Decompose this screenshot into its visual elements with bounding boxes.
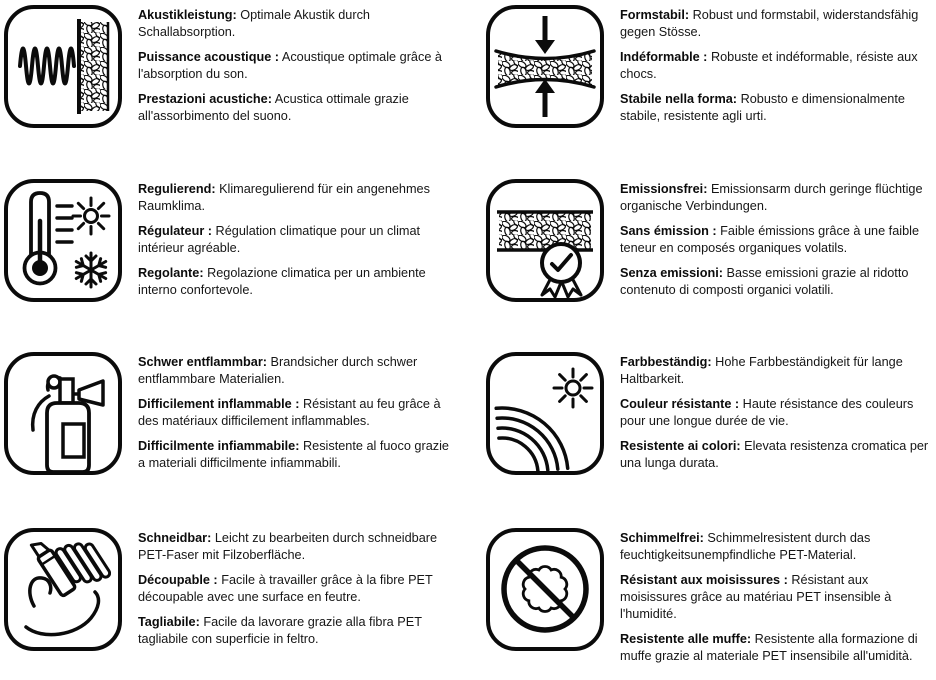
feature-card-climate: [0, 174, 468, 347]
snowflake-icon: [74, 253, 108, 287]
paragraph-de: Schneidbar: Leicht zu bearbeiten durch schneidbare PET-Faser mit Filzoberfläche.: [138, 531, 438, 562]
paragraph-fr: Couleur résistante : Haute résistance des couleurs pour une longue durée de vie.: [620, 397, 914, 428]
paragraph-de: Farbbeständig: Hohe Farbbeständigkeit für lange Haltbarkeit.: [620, 355, 903, 386]
paragraph-de: Regulierend: Klimaregulierend für ein angenehmes Raumklima.: [138, 182, 430, 213]
feature-text: [138, 7, 450, 133]
paragraph-it: Regolante: Regolazione climatica per un ambiente interno confortevole.: [138, 266, 426, 297]
paragraph-de: Emissionsfrei: Emissionsarm durch geringe flüchtige organische Verbindungen.: [620, 182, 923, 213]
feature-card-low-emission: [468, 174, 936, 347]
feature-text: [620, 354, 932, 480]
sun-icon: [73, 198, 109, 234]
paragraph-fr: Résistant aux moisissures : Résistant aux moisissures grâce au matériau PET insensible à l'humidité.: [620, 573, 892, 621]
palm: [26, 592, 98, 635]
fire-extinguisher-icon: [4, 352, 122, 475]
compression-arrows-icon: [486, 5, 604, 128]
paragraph-it: Stabile nella forma: Robusto e dimensionalmente stabile, resistente agli urti.: [620, 92, 905, 123]
feature-card-acoustic: [0, 0, 468, 174]
paragraph-it: Prestazioni acustiche: Acustica ottimale grazie all'assorbimento del suono.: [138, 92, 409, 123]
sound-absorption-icon: [4, 5, 122, 128]
thermometer-climate-icon: [4, 179, 122, 302]
paragraph-fr: Régulateur : Régulation climatique pour un climat intérieur agréable.: [138, 224, 421, 255]
paragraph-it: Resistente alle muffe: Resistente alla formazione di muffe grazie al materiale PET insensibile all'umidità.: [620, 632, 918, 663]
paragraph-fr: Difficilement inflammable : Résistant au feu grâce à des matériaux difficilement inflammables.: [138, 397, 441, 428]
paragraph-de: Formstabil: Robust und formstabil, widerstandsfähig gegen Stösse.: [620, 8, 919, 39]
paragraph-it: Senza emissioni: Basse emissioni grazie al ridotto contenuto di composti organici volatili.: [620, 266, 909, 297]
feature-text: [138, 530, 450, 656]
rainbow-arcs: [496, 408, 568, 471]
no-mold-icon: [486, 528, 604, 651]
paragraph-de: Akustikleistung: Optimale Akustik durch Schallabsorption.: [138, 8, 370, 39]
paragraph-fr: Indéformable : Robuste et indéformable, résiste aux chocs.: [620, 50, 918, 81]
feature-card-form-stability: [468, 0, 936, 174]
feature-text: [620, 530, 932, 673]
paragraph-it: Tagliabile: Facile da lavorare grazie alla fibra PET tagliabile con superficie in feltro.: [138, 615, 422, 646]
feature-card-mold-free: [468, 523, 936, 680]
paragraph-de: Schimmelfrei: Schimmelresistent durch das feuchtigkeitsunempfindliche PET-Material.: [620, 531, 871, 562]
feature-text: [138, 181, 450, 307]
low-emission-certificate-icon: [486, 179, 604, 302]
paragraph-fr: Puissance acoustique : Acoustique optimale grâce à l'absorption du son.: [138, 50, 442, 81]
paragraph-it: Difficilmente infiammabile: Resistente al fuoco grazie a materiali difficilmente infiammabili.: [138, 439, 449, 470]
feature-card-flame-retardant: [0, 347, 468, 523]
paragraph-fr: Sans émission : Faible émissions grâce à une faible teneur en composés organiques volatils.: [620, 224, 920, 255]
paragraph-de: Schwer entflammbar: Brandsicher durch schwer entflammbare Materialien.: [138, 355, 418, 386]
thumb: [30, 578, 51, 606]
feature-card-cuttable: [0, 523, 468, 680]
colorfast-sun-icon: [486, 352, 604, 475]
paragraph-fr: Découpable : Facile à travailler grâce à la fibre PET découpable avec une surface en feutre.: [138, 573, 433, 604]
feature-text: [620, 181, 932, 307]
sun-icon: [554, 369, 592, 407]
feature-card-colorfast: [468, 347, 936, 523]
feature-text: [620, 7, 932, 133]
cutter-hand-icon: [4, 528, 122, 651]
paragraph-it: Resistente ai colori: Elevata resistenza cromatica per una lunga durata.: [620, 439, 929, 470]
feature-text: [138, 354, 450, 480]
